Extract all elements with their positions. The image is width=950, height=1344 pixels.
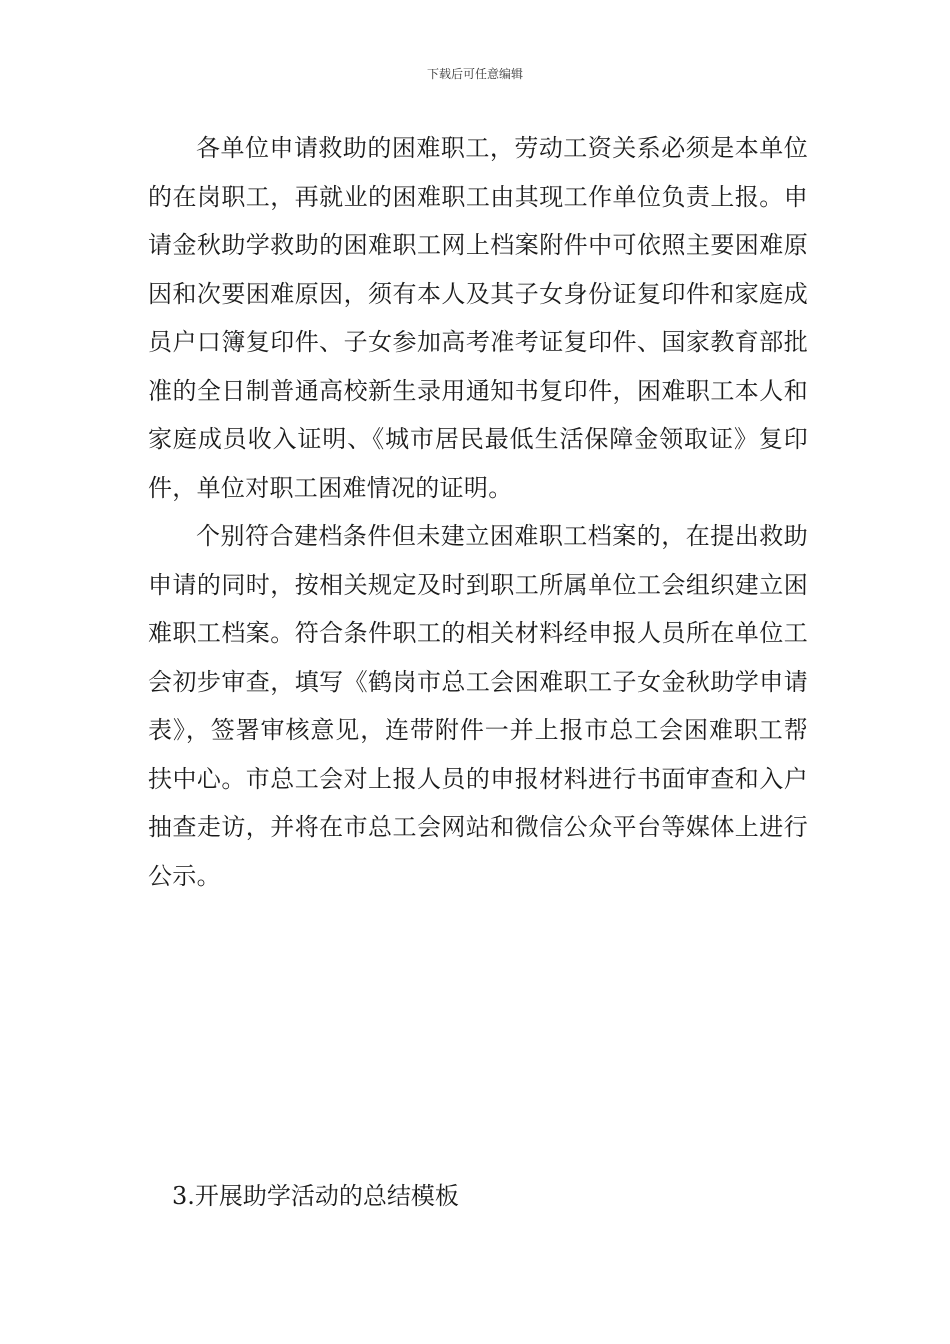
section-heading: 3.开展助学活动的总结模板 [172,1182,459,1210]
page-header: 下载后可任意编辑 [426,67,523,81]
body-paragraph-1: 各单位申请救助的困难职工，劳动工资关系必须是本单位的在岗职工，再就业的困难职工由其现工作单位负责上报。申请金秋助学救助的困难职工网上档案附件中可依照主要困难原因和次要困难原因，须有本人及其子女身份证复印件和家庭成员户口簿复印件、子女参加高考准考证复印件、国家教育部批准的全日制普通高校新生录用通知书复印件，困难职工本人和家庭成员收入证明、《城市居民最低生活保障金领取证》复印件，单位对职工困难情况的证明。 [148,134,808,502]
body-paragraph-2: 个别符合建档条件但未建立困难职工档案的，在提出救助申请的同时，按相关规定及时到职工所属单位工会组织建立困难职工档案。符合条件职工的相关材料经申报人员所在单位工会初步审查，填写《鹤岗市总工会困难职工子女金秋助学申请表》，签署审核意见，连带附件一并上报市总工会困难职工帮扶中心。市总工会对上报人员的申报材料进行书面审查和入户抽查走访，并将在市总工会网站和微信公众平台等媒体上进行公示。 [148,522,808,890]
document-body [148,124,808,900]
